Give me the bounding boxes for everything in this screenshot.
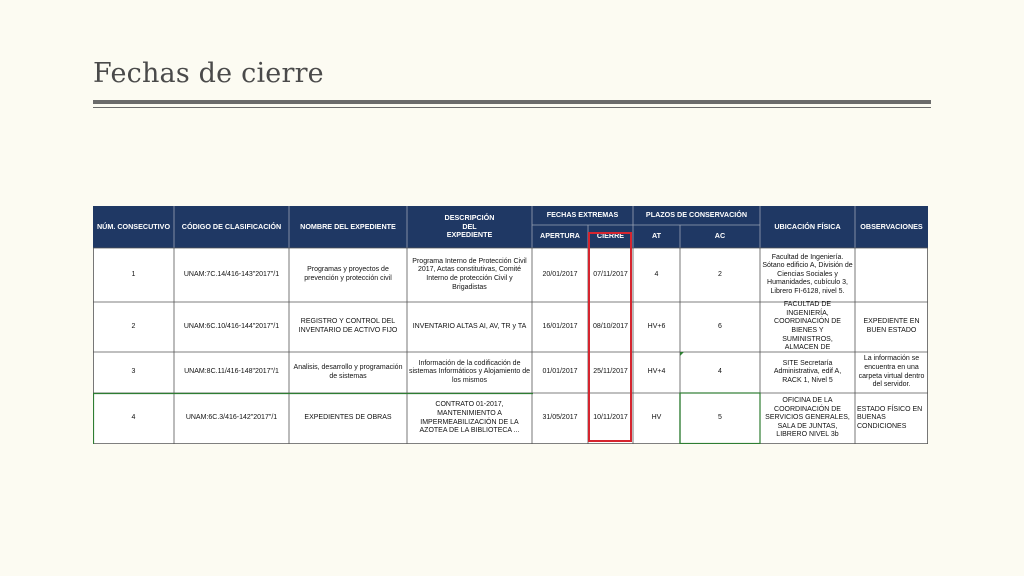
header-fechas-extremas: FECHAS EXTREMAS [546, 210, 619, 220]
row2-apertura: 16/01/2017 [542, 322, 578, 330]
row1-observaciones [855, 248, 928, 302]
header-ubicacion-fisica: UBICACIÓN FÍSICA [774, 221, 841, 231]
row2-observaciones: EXPEDIENTE EN BUEN ESTADO [863, 318, 920, 334]
header-codigo-clasificacion: CÓDIGO DE CLASIFICACIÓN [181, 221, 282, 231]
row3-codigo: UNAM:8C.11/416-148"2017"/1 [184, 368, 279, 376]
header-num-consecutivo: NÚM. CONSECUTIVO [96, 221, 171, 231]
cierre-column-highlight [588, 232, 632, 442]
row3-ubicacion: SITE Secretaría Administrativa, edif A, RACK 1, Nivel 5 [773, 359, 842, 384]
header-plazos-conservacion: PLAZOS DE CONSERVACIÓN [645, 210, 748, 220]
row1-ubicacion: Facultad de Ingeniería. Sótano edificio A, División de Ciencias Sociales y Humanidades, cubículo 3, Librero FI-6128, nivel 5. [762, 253, 853, 295]
row3-cierre: 25/11/2017 [593, 368, 628, 376]
row4-at: HV [651, 414, 662, 422]
row3-descripcion: Información de la codificación de sistemas Informáticos y Alojamiento de los mismos [409, 359, 530, 384]
row1-apertura: 20/01/2017 [542, 270, 578, 278]
row1-nombre: Programas y proyectos de prevención y protección civil [304, 266, 392, 282]
row3-num: 3 [131, 368, 136, 376]
header-ac: AC [714, 231, 726, 241]
row3-at: HV+4 [647, 368, 666, 376]
row2-descripcion: INVENTARIO ALTAS AI, AV, TR y TA [412, 322, 527, 330]
header-at: AT [651, 231, 662, 241]
title-rule-thin [93, 107, 931, 108]
row1-cierre: 07/11/2017 [593, 270, 628, 278]
row4-cierre: 10/11/2017 [593, 414, 628, 422]
row2-at: HV+6 [647, 322, 666, 330]
row4-nombre: EXPEDIENTES DE OBRAS [304, 414, 392, 422]
title-rule-thick [93, 100, 931, 104]
row2-ac: 6 [718, 322, 722, 330]
row3-observaciones: La información se encuentra en una carpeta virtual dentro del servidor. [858, 355, 925, 389]
header-descripcion: DESCRIPCIÓN DEL EXPEDIENTE [444, 213, 495, 240]
row1-codigo: UNAM:7C.14/416-143"2017"/1 [183, 270, 280, 278]
row3-nombre: Analisis, desarrollo y programación de sistemas [293, 363, 403, 380]
row4-ubicacion: OFICINA DE LA COORDINACIÓN DE SERVICIOS GENERALES, SALA DE JUNTAS, LIBRERO NIVEL 3b [765, 397, 850, 439]
header-nombre-expediente: NOMBRE DEL EXPEDIENTE [300, 221, 396, 231]
records-table [93, 206, 928, 444]
row4-ac: 5 [718, 414, 722, 422]
header-apertura: APERTURA [540, 231, 580, 241]
row1-ac: 2 [718, 270, 722, 278]
row1-num: 1 [131, 270, 136, 278]
row2-ubicacion: FACULTAD DE INGENIERÍA, COORDINACIÓN DE BIENES Y SUMINISTROS, ALMACEN DE [774, 301, 841, 352]
row3-ac: 4 [718, 368, 722, 376]
row4-num: 4 [131, 414, 136, 422]
header-observaciones: OBSERVACIONES [860, 221, 923, 231]
row2-cierre: 08/10/2017 [592, 322, 629, 330]
header-cierre: CIERRE [596, 231, 625, 241]
row1-at: 4 [654, 270, 659, 278]
row4-codigo: UNAM:6C.3/416-142"2017"/1 [185, 414, 278, 422]
row3-apertura: 01/01/2017 [542, 368, 578, 376]
row2-codigo: UNAM:6C.10/416-144"2017"/1 [183, 322, 280, 330]
row2-nombre: REGISTRO Y CONTROL DEL INVENTARIO DE ACTIVO FIJO [298, 318, 398, 334]
row1-descripcion: Programa Interno de Protección Civil 2017, Actas constitutivas, Comité Interno de protección Civil y Brigadistas [412, 257, 527, 291]
row2-num: 2 [131, 322, 136, 330]
row4-descripcion: CONTRATO 01-2017, MANTENIMIENTO A IMPERMEABILIZACIÓN DE LA AZOTEA DE LA BIBLIOTECA ... [419, 401, 520, 435]
slide-title: Fechas de cierre [93, 58, 324, 89]
row4-apertura: 31/05/2017 [542, 414, 578, 422]
row4-observaciones: ESTADO FÍSICO EN BUENAS CONDICIONES [857, 405, 923, 430]
